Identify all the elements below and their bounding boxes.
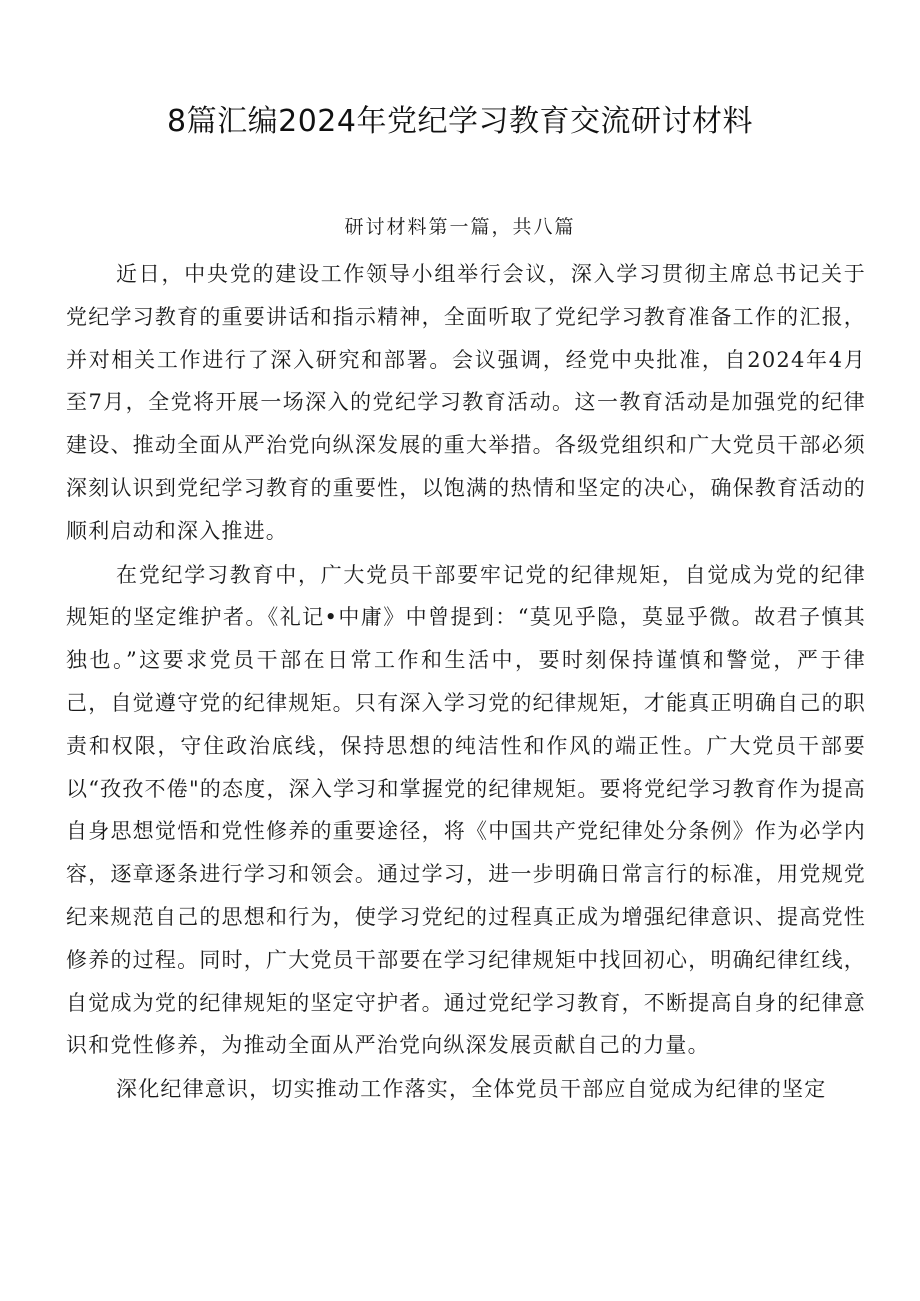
- paragraph-3: 深化纪律意识，切实推动工作落实，全体党员干部应自觉成为纪律的坚定: [116, 1077, 827, 1102]
- paragraph-1: 近日，中央党的建设工作领导小组举行会议，深入学习贯彻主席总书记关于党纪学习教育的重要讲话和指示精神，全面听取了党纪学习教育准备工作的汇报，并对相关工作进行了深入研究和部署。会议强调，经党中央批准，自2024年4月至7月，全党将开展一场深入的党纪学习教育活动。这一教育活动是加强党的纪律建设、推动全面从严治党向纵深发展的重大举措。各级党组织和广大党员干部必须深刻认识到党纪学习教育的重要性，以饱满的热情和坚定的决心，确保教育活动的顺利启动和深入推进。: [66, 262, 866, 543]
- document-title: 8篇汇编2024年党纪学习教育交流研讨材料: [167, 104, 753, 139]
- document-body: [66, 253, 866, 1112]
- paragraph-2: 在党纪学习教育中，广大党员干部要牢记党的纪律规矩，自觉成为党的纪律规矩的坚定维护者。《礼记•中庸》中曾提到：“莫见乎隐，莫显乎微。故君子慎其独也。”这要求党员干部在日常工作和生活中，要时刻保持谨慎和警觉，严于律己，自觉遵守党的纪律规矩。只有深入学习党的纪律规矩，才能真正明确自己的职责和权限，守住政治底线，保持思想的纯洁性和作风的端正性。广大党员干部要以“孜孜不倦"的态度，深入学习和掌握党的纪律规矩。要将党纪学习教育作为提高自身思想觉悟和党性修养的重要途径，将《中国共产党纪律处分条例》作为必学内容，逐章逐条进行学习和领会。通过学习，进一步明确日常言行的标准，用党规党纪来规范自己的思想和行为，使学习党纪的过程真正成为增强纪律意识、提高党性修养的过程。同时，广大党员干部要在学习纪律规矩中找回初心，明确纪律红线，自觉成为党的纪律规矩的坚定守护者。通过党纪学习教育，不断提高自身的纪律意识和党性修养，为推动全面从严治党向纵深发展贡献自己的力量。: [66, 562, 866, 1058]
- section-heading: 研讨材料第一篇，共八篇: [344, 216, 576, 238]
